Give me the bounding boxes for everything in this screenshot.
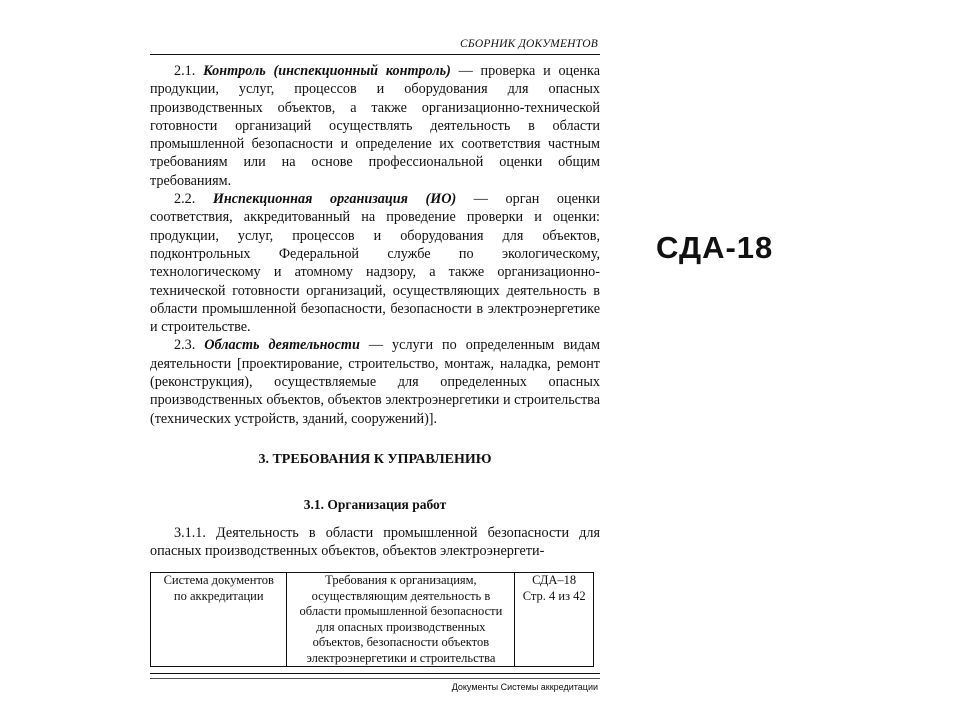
definition-text: — орган оценки соответствия, аккредитованный на проведение проверки и оценки: продукции, услуг, процессов и оборудования для объектов, подконтрольных Федеральной службе по экологическому, технологическому и атомному надзору, а также организационно-технической готовности организаций, осуществляющих деятельность в области промышленной безопасности, безопасности в электроэнергетике и строительстве. (150, 191, 600, 336)
definition-text: — услуги по определенным видам деятельности [проектирование, строительство, монтаж, наладка, ремонт (реконструкция), осуществляемые для определенных опасных производственных объектов, объектов электроэнергетики и строительства (технических устройств, зданий, сооружений)]. (150, 337, 600, 427)
definition-term: Область деятельности (204, 337, 360, 354)
footer-rule-thin (150, 678, 600, 679)
definitions-block (150, 62, 600, 428)
stamp-line: Система документов (163, 573, 274, 587)
footer-text: Документы Системы аккредитации (451, 682, 598, 692)
definition-text: — проверка и оценка продукции, услуг, процессов и оборудования для опасных производственных объектов, а также организационно-технической готовности организаций осуществлять деятельность в области промышленной безопасности и определение их соответствия частным требованиям или на основе профессиональной оценки общим требованиям. (150, 63, 601, 189)
document-stamp-table (150, 572, 594, 667)
document-code-label: СДА-18 (656, 230, 774, 265)
footer-rule (150, 673, 600, 674)
definition-term: Контроль (инспекционный контроль) (203, 63, 451, 79)
stamp-system-cell (151, 573, 287, 667)
definition-paragraph (150, 62, 600, 190)
stamp-line: СДА–18 (532, 573, 577, 587)
stamp-line: Стр. 4 из 42 (522, 588, 586, 603)
section-heading: 3. ТРЕБОВАНИЯ К УПРАВЛЕНИЮ (258, 452, 492, 467)
stamp-line: электроэнергетики и строительства (306, 650, 496, 665)
definition-number: 2.1. (174, 63, 196, 79)
clause-text: 3.1.1. Деятельность в области промышленной безопасности для опасных производственных объектов, объектов электроэнергети- (150, 525, 600, 560)
definition-number: 2.2. (174, 191, 196, 208)
header-rule (150, 54, 600, 55)
stamp-row (151, 573, 594, 667)
definition-term: Инспекционная организация (ИО) (212, 191, 457, 208)
definition-number: 2.3. (174, 337, 196, 354)
definition-paragraph (150, 190, 600, 336)
clause-paragraph (150, 524, 600, 561)
running-header: СБОРНИК ДОКУМЕНТОВ (460, 38, 598, 50)
stamp-line: осуществляющим деятельность в (311, 588, 491, 603)
stamp-line: объектов, безопасности объектов (312, 635, 490, 649)
subsection-heading: 3.1. Организация работ (303, 497, 447, 512)
stamp-line: области промышленной безопасности (299, 604, 503, 618)
stamp-line: по аккредитации (173, 588, 264, 603)
stamp-title-cell (287, 573, 515, 667)
definition-paragraph (150, 336, 600, 427)
stamp-code-cell (515, 573, 594, 667)
stamp-line: Требования к организациям, (325, 573, 477, 587)
stamp-line: для опасных производственных (316, 619, 486, 634)
